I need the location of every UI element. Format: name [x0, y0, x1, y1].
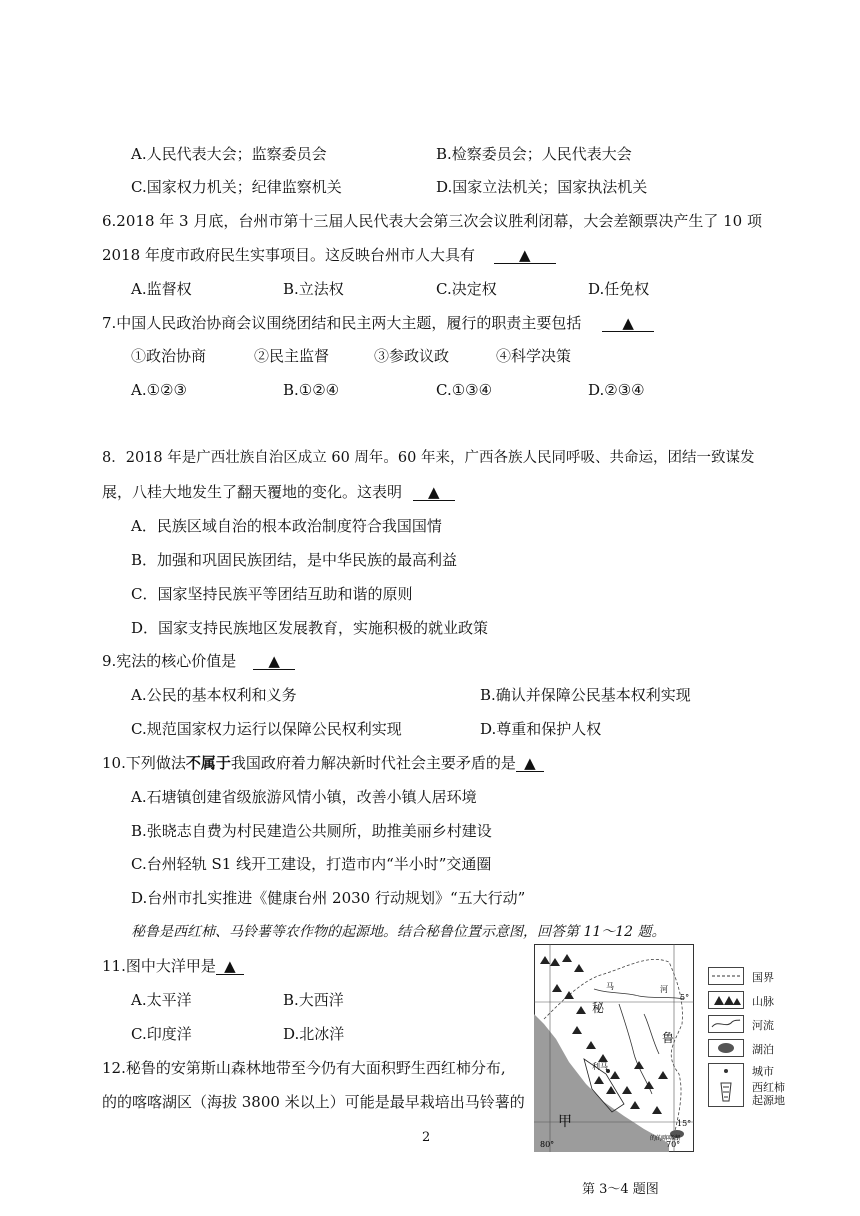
ocean-label: 甲 — [558, 1114, 572, 1130]
country-label-2: 鲁 — [662, 1031, 675, 1045]
q9-option-a: A.公民的基本权利和义务 — [131, 686, 297, 704]
q11-option-c: C.印度洋 — [131, 1025, 192, 1043]
q10-option-d: D.台州市扎实推进《健康台州 2030 行动规划》“五大行动” — [131, 889, 526, 907]
legend-label: 河流 — [752, 1019, 774, 1032]
lon-70-label: 70° — [666, 1140, 681, 1149]
q6-stem-line1: 6.2018 年 3 月底，台州市第十三届人民代表大会第三次会议胜利闭幕，大会差额票决产生了 10 项 — [102, 212, 762, 230]
answer-mark-icon: ▲ — [622, 314, 634, 332]
q5-option-c: C.国家权力机关；纪律监察机关 — [131, 178, 342, 196]
q7-option-b: B.①②④ — [283, 381, 340, 399]
q11-stem — [102, 956, 244, 976]
legend-river — [708, 1013, 788, 1035]
q9-option-b: B.确认并保障公民基本权利实现 — [480, 686, 691, 704]
q7-item-3: ③参政议政 — [374, 347, 450, 365]
section-intro: 秘鲁是西红柿、马铃薯等农作物的起源地。结合秘鲁位置示意图，回答第 11～12 题。 — [131, 924, 666, 940]
answer-blank — [494, 247, 556, 264]
legend-mountain — [708, 989, 788, 1011]
q11-option-b: B.大西洋 — [283, 991, 344, 1009]
lake-icon — [708, 1039, 744, 1057]
q6-stem-line2 — [102, 245, 556, 265]
legend-label: 山脉 — [752, 995, 774, 1008]
legend-label: 国界 — [752, 971, 774, 984]
q5-option-b: B.检察委员会；人民代表大会 — [436, 145, 632, 163]
q7-option-a: A.①②③ — [131, 381, 187, 399]
river-label-2: 河 — [660, 985, 668, 994]
peru-location-map — [534, 944, 694, 1152]
q9-stem-text: 9.宪法的核心价值是 — [102, 652, 237, 670]
map-legend — [708, 965, 788, 1115]
city-origin-icon — [708, 1063, 744, 1107]
river-label-1: 马 — [606, 982, 614, 991]
map-caption: 第 3～4 题图 — [582, 1182, 659, 1197]
q8-stem-line1: 8．2018 年是广西壮族自治区成立 60 周年。60 年来，广西各族人民同呼吸、共命运，团结一致谋发 — [102, 450, 755, 466]
q12-stem-line2: 的的喀喀湖区（海拔 3800 米以上）可能是最早栽培出马铃薯的 — [102, 1093, 525, 1111]
q7-item-1: ①政治协商 — [131, 347, 207, 365]
q11-option-d: D.北冰洋 — [283, 1025, 345, 1043]
q10-option-b: B.张晓志自费为村民建造公共厕所，助推美丽乡村建设 — [131, 822, 492, 840]
lake-label: 的的喀喀湖 — [650, 1135, 681, 1142]
q9-option-c: C.规范国家权力运行以保障公民权利实现 — [131, 720, 402, 738]
lat-5-label: 5° — [680, 993, 690, 1002]
q7-option-c: C.①③④ — [436, 381, 493, 399]
answer-blank — [516, 755, 544, 772]
q10-stem-emphasis: 不属于 — [185, 754, 231, 772]
legend-lake — [708, 1037, 788, 1059]
page-number: 2 — [422, 1130, 431, 1145]
city-lima-label: 利马 — [592, 1062, 608, 1071]
answer-mark-icon: ▲ — [524, 754, 536, 772]
q7-stem-text: 7.中国人民政治协商会议围绕团结和民主两大主题，履行的职责主要包括 — [102, 314, 582, 332]
legend-label: 城市 — [752, 1065, 774, 1078]
legend-label: 湖泊 — [752, 1043, 774, 1056]
q10-stem-pre: 10.下列做法 — [102, 754, 186, 772]
q8-option-b: B．加强和巩固民族团结，是中华民族的最高利益 — [131, 551, 458, 569]
lat-15-label: 15° — [677, 1119, 692, 1128]
q6-option-a: A.监督权 — [131, 280, 192, 298]
q6-stem-text: 2018 年度市政府民生实事项目。这反映台州市人大具有 — [102, 246, 475, 264]
q7-item-2: ②民主监督 — [254, 347, 330, 365]
q10-option-c: C.台州轻轨 S1 线开工建设，打造市内“半小时”交通圈 — [131, 855, 492, 873]
river-icon — [708, 1015, 744, 1033]
q8-option-a: A．民族区域自治的根本政治制度符合我国国情 — [131, 517, 442, 535]
q10-stem — [102, 753, 544, 773]
legend-border — [708, 965, 788, 987]
answer-blank — [413, 484, 455, 501]
q5-option-a: A.人民代表大会；监察委员会 — [131, 145, 327, 163]
answer-mark-icon: ▲ — [224, 957, 236, 975]
q7-item-4: ④科学决策 — [496, 347, 572, 365]
country-label-1: 秘 — [592, 1001, 605, 1015]
q8-stem-text: 展，八桂大地发生了翻天覆地的变化。这表明 — [102, 483, 403, 501]
q6-option-d: D.任免权 — [588, 280, 650, 298]
legend-city-and-origin — [708, 1061, 788, 1107]
answer-mark-icon: ▲ — [518, 246, 531, 264]
q11-stem-text: 11.图中大洋甲是 — [102, 957, 216, 975]
answer-mark-icon: ▲ — [268, 652, 280, 670]
border-icon — [708, 967, 744, 985]
q6-option-c: C.决定权 — [436, 280, 497, 298]
answer-mark-icon: ▲ — [428, 483, 440, 501]
q9-option-d: D.尊重和保护人权 — [480, 720, 602, 738]
answer-blank — [216, 958, 244, 975]
q7-option-d: D.②③④ — [588, 381, 645, 399]
answer-blank — [602, 315, 654, 332]
legend-label: 起源地 — [752, 1094, 785, 1107]
q7-stem — [102, 313, 654, 333]
answer-blank — [253, 653, 295, 670]
legend-label: 西红柿 — [752, 1081, 785, 1094]
q10-option-a: A.石塘镇创建省级旅游风情小镇，改善小镇人居环境 — [131, 788, 477, 806]
q10-stem-post: 我国政府着力解决新时代社会主要矛盾的是 — [230, 754, 516, 772]
q9-stem — [102, 651, 295, 671]
q12-stem-line1: 12.秘鲁的安第斯山森林地带至今仍有大面积野生西红柿分布, — [102, 1059, 506, 1077]
q11-option-a: A.太平洋 — [131, 991, 192, 1009]
q8-stem-line2 — [102, 482, 455, 502]
lon-80-label: 80° — [540, 1140, 555, 1149]
q8-option-c: C．国家坚持民族平等团结互助和谐的原则 — [131, 585, 413, 603]
mountain-icon — [708, 991, 744, 1009]
q6-option-b: B.立法权 — [283, 280, 344, 298]
q8-option-d: D．国家支持民族地区发展教育，实施积极的就业政策 — [131, 619, 489, 637]
q5-option-d: D.国家立法机关；国家执法机关 — [436, 178, 648, 196]
